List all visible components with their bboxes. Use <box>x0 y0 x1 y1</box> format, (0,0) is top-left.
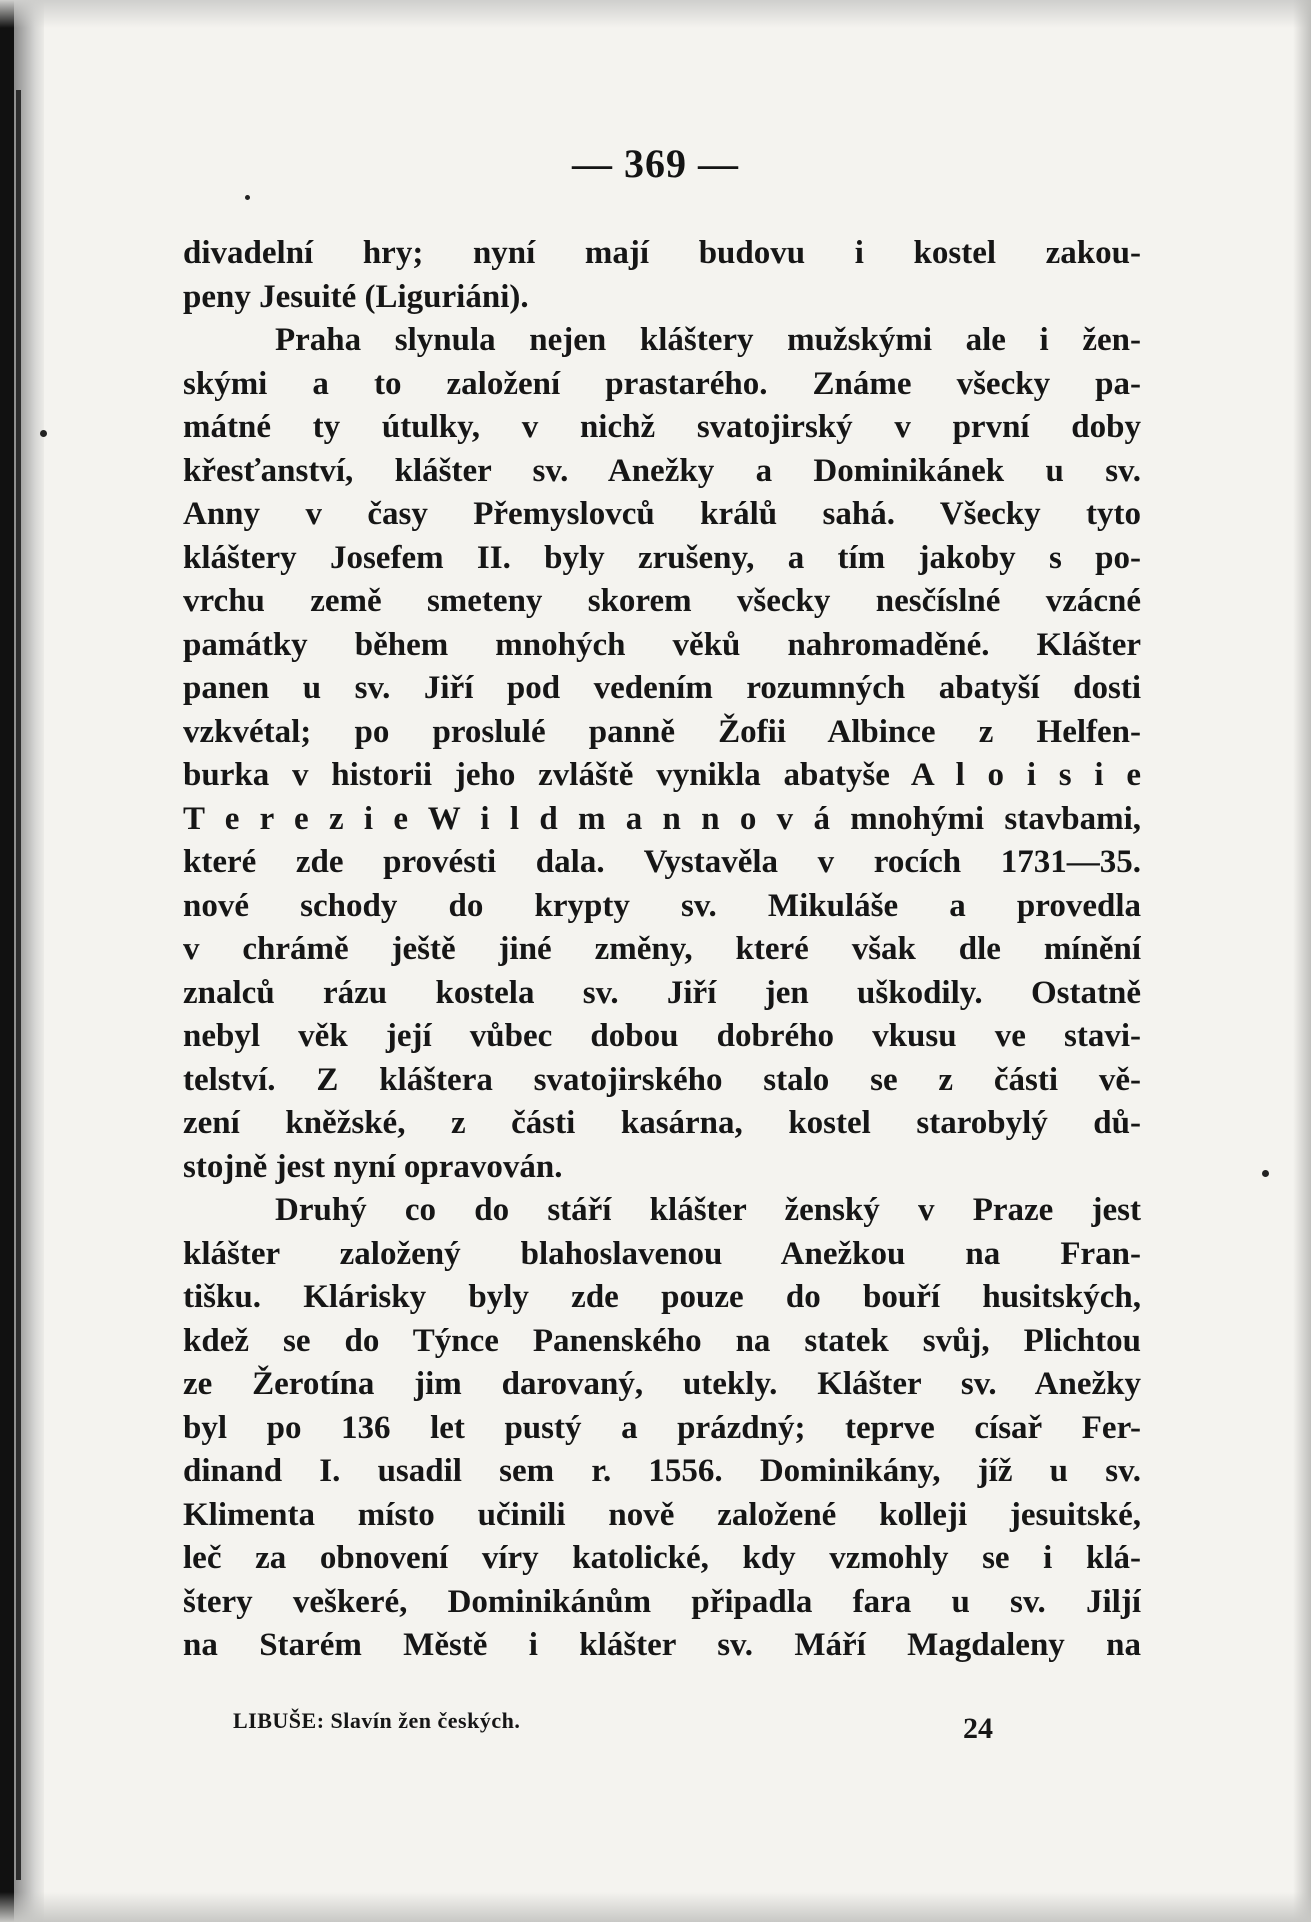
text-line: leč za obnovení víry katolické, kdy vzmohly se i klá- <box>183 1540 1141 1576</box>
text-line: kláštery Josefem II. byly zrušeny, a tím jakoby s po- <box>183 539 1141 576</box>
top-scan-edge <box>0 0 1311 28</box>
text-line: panen u sv. Jiří pod vedením rozumných abatyší dosti <box>183 670 1141 706</box>
body-text <box>183 232 1141 1668</box>
text-line: Druhý co do stáří klášter ženský v Praze jest <box>275 1192 1141 1228</box>
binding-shadow <box>0 0 14 1922</box>
text-line: skými a to založení prastarého. Známe všecky pa- <box>183 365 1141 402</box>
text-line: burka v historii jeho zvláště vynikla abatyše A l o i s i e <box>183 757 1141 793</box>
text-line: které zde provésti dala. Vystavěla v rocích 1731—35. <box>183 844 1141 880</box>
text-line: štery veškeré, Dominikánům připadla fara u sv. Jiljí <box>183 1583 1141 1620</box>
text-line: peny Jesuité (Liguriáni). <box>183 278 529 315</box>
scan-speck <box>40 430 47 437</box>
text-line: vrchu země smeteny skorem všecky nesčíslné vzácné <box>183 583 1141 619</box>
text-line: Praha slynula nejen kláštery mužskými ale i žen- <box>275 322 1141 358</box>
text-line: mátné ty útulky, v nichž svatojirský v první doby <box>183 409 1141 445</box>
text-line: zení kněžské, z části kasárna, kostel starobylý dů- <box>183 1105 1141 1141</box>
scan-speck <box>245 195 250 200</box>
text-line: vzkvétal; po proslulé panně Žofii Albince z Helfen- <box>183 713 1141 750</box>
text-line: na Starém Městě i klášter sv. Máří Magdaleny na <box>183 1627 1141 1663</box>
text-line: stojně jest nyní opravován. <box>183 1148 563 1185</box>
sheet-number: 24 <box>963 1712 993 1745</box>
text-line: nebyl věk její vůbec dobou dobrého vkusu ve stavi- <box>183 1018 1141 1054</box>
signature-mark: LIBUŠE: Slavín žen českých. <box>233 1708 521 1733</box>
text-line: znalců rázu kostela sv. Jiří jen uškodily. Ostatně <box>183 974 1141 1011</box>
text-line: T e r e z i e W i l d m a n n o v á mnohými stavbami, <box>183 800 1141 837</box>
text-line: divadelní hry; nyní mají budovu i kostel zakou- <box>183 235 1141 271</box>
text-line: ze Žerotína jim darovaný, utekly. Klášter sv. Anežky <box>183 1366 1141 1402</box>
text-line: kdež se do Týnce Panenského na statek svůj, Plichtou <box>183 1322 1141 1359</box>
text-line: klášter založený blahoslavenou Anežkou na Fran- <box>183 1235 1141 1272</box>
binding-edge-line <box>16 90 21 1880</box>
page-number: — 369 — <box>572 141 739 186</box>
text-line: Klimenta místo učinili nově založené kolleji jesuitské, <box>183 1496 1141 1533</box>
text-line: telství. Z kláštera svatojirského stalo se z části vě- <box>183 1061 1141 1098</box>
text-line: dinand I. usadil sem r. 1556. Dominikány, jíž u sv. <box>183 1453 1141 1489</box>
right-scan-edge <box>1293 0 1311 1922</box>
text-line: v chrámě ještě jiné změny, které však dle mínění <box>183 931 1141 967</box>
text-line: nové schody do krypty sv. Mikuláše a provedla <box>183 887 1141 924</box>
text-line: křesťanství, klášter sv. Anežky a Dominikánek u sv. <box>183 452 1141 489</box>
bottom-scan-edge <box>0 1892 1311 1922</box>
scan-speck <box>1262 1170 1269 1177</box>
text-line: Anny v časy Přemyslovců králů sahá. Všecky tyto <box>183 496 1141 532</box>
text-line: byl po 136 let pustý a prázdný; teprve císař Fer- <box>183 1409 1141 1446</box>
text-line: tišku. Klárisky byly zde pouze do bouří husitských, <box>183 1279 1141 1315</box>
text-line: památky během mnohých věků nahromaděné. Klášter <box>183 626 1141 663</box>
